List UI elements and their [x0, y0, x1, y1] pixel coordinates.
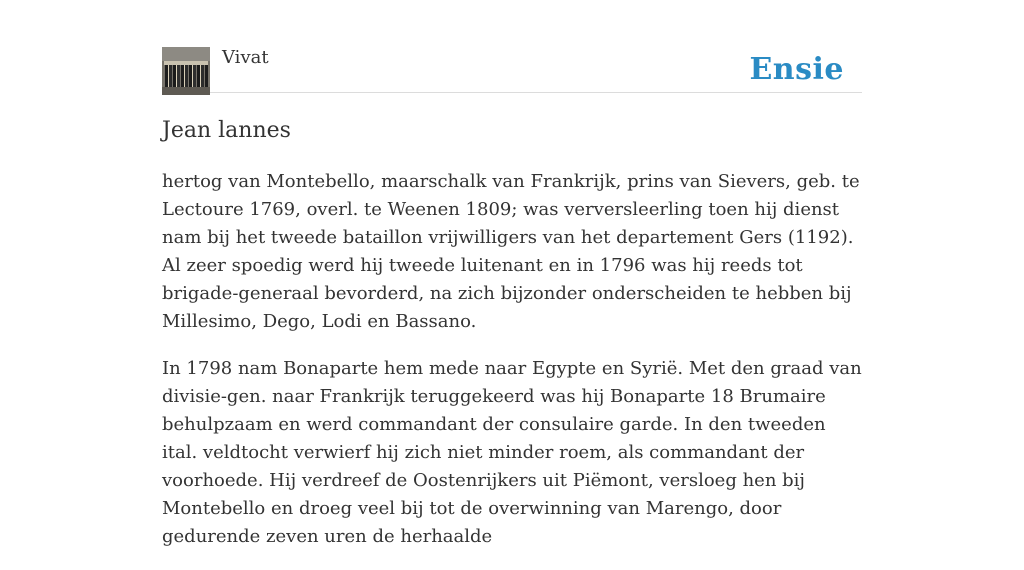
paragraph: hertog van Montebello, maarschalk van Frankrijk, prins van Sievers, geb. te Lectoure 1769, overl. te Weenen 1809; was verversleerling toen hij dienst nam bij het tweede bataillon vrijwilligers van het departement Gers (1192). Al zeer spoedig werd hij tweede luitenant en in 1796 was hij reeds tot brigade-generaal bevorderd, na zich bijzonder onderscheiden te hebben bij Millesimo, Dego, Lodi en Bassano.: [162, 171, 860, 332]
source-name[interactable]: Vivat: [222, 47, 269, 68]
paragraph: In 1798 nam Bonaparte hem mede naar Egypte en Syrië. Met den graad van divisie-gen. naar Frankrijk teruggekeerd was hij Bonaparte 18 Brumaire behulpzaam en werd commandant der consulaire garde. In den tweeden ital. veldtocht verwierf hij zich niet minder roem, als commandant der voorhoede. Hij verdreef de Oostenrijkers uit Piëmont, versloeg hen bij Montebello en droeg veel bij tot de overwinning van Marengo, door gedurende zeven uren de herhaalde: [162, 358, 862, 547]
article-body: [162, 168, 862, 570]
article-title: Jean lannes: [162, 118, 291, 143]
header: [162, 46, 862, 93]
vivat-logo-icon[interactable]: [162, 47, 210, 95]
brand-logo[interactable]: Ensie: [749, 52, 844, 87]
